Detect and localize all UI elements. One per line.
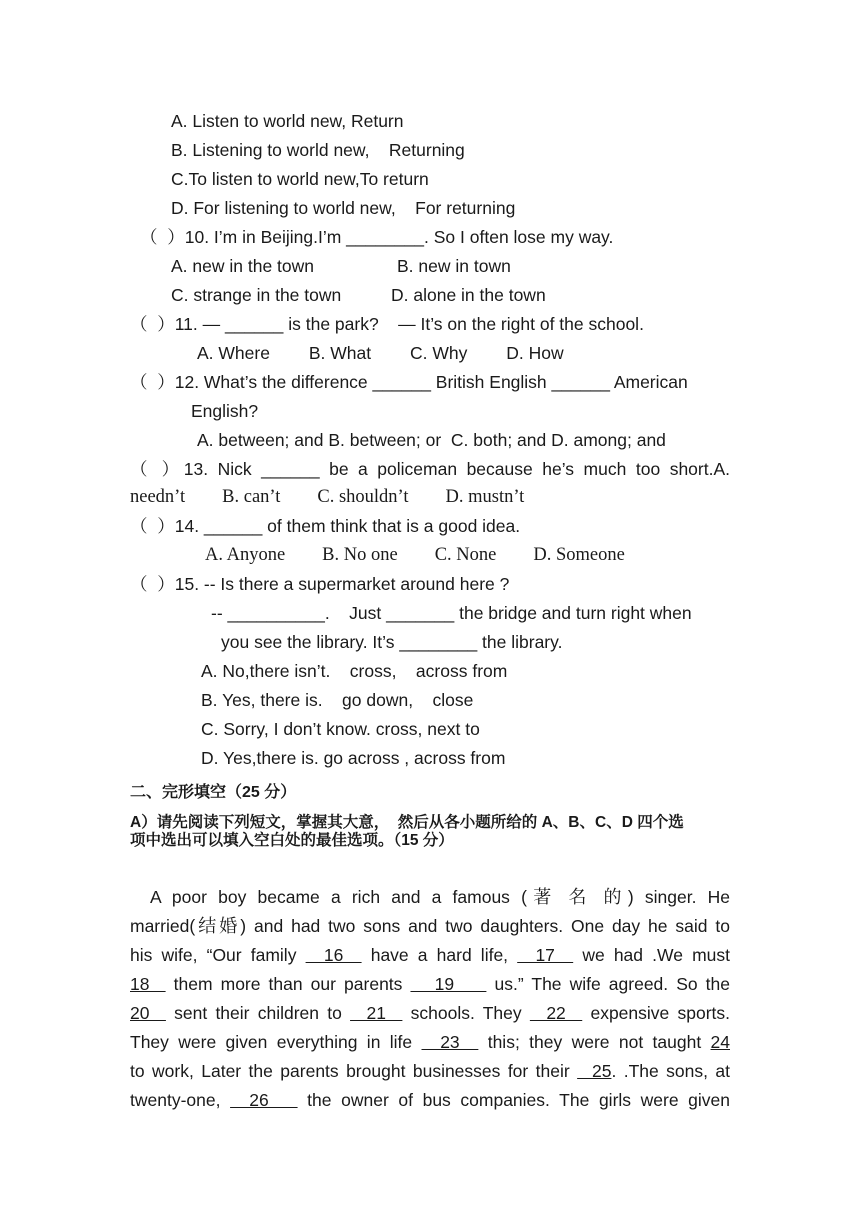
- passage-line: [130, 915, 730, 937]
- q10-option-a: A. new in the town: [171, 256, 314, 276]
- passage-text: married(: [130, 916, 196, 936]
- passage-text: the owner of bus companies. The girls were given: [297, 1090, 731, 1110]
- q9-option-c: C.To listen to world new,To return: [171, 169, 429, 189]
- q11-options: A. Where B. What C. Why D. How: [197, 343, 564, 363]
- q10-option-c: C. strange in the town: [171, 285, 342, 305]
- passage-text: we had .We must: [573, 945, 731, 965]
- q12-options: A. between; and B. between; or C. both; and D. among; and: [197, 430, 666, 450]
- q15-option-d: D. Yes,there is. go across , across from: [201, 748, 506, 768]
- q14-options: A. Anyone B. No one C. None D. Someone: [205, 545, 625, 565]
- cloze-blank: 23: [421, 1032, 479, 1052]
- passage-line: [130, 1031, 730, 1053]
- passage-text: us.” The wife agreed. So the: [486, 974, 731, 994]
- passage-text: to work, Later the parents brought businesses for their: [130, 1061, 578, 1081]
- passage-text: schools. They: [402, 1003, 530, 1023]
- q9-option-b: B. Listening to world new, Returning: [171, 140, 465, 160]
- cloze-blank: 22: [529, 1003, 583, 1023]
- q15-option-a: A. No,there isn’t. cross, across from: [201, 661, 508, 681]
- passage-text: They were given everything in life: [130, 1032, 422, 1052]
- passage-line: [130, 973, 730, 995]
- cloze-blank: 18: [130, 974, 166, 994]
- cloze-blank: 25: [577, 1061, 612, 1081]
- q13-stem: （ ）13. Nick ______ be a policeman because he’s much too short.A.: [130, 459, 730, 479]
- passage-text: ) and had two sons and two daughters. One day he said to: [240, 916, 731, 936]
- cloze-blank: 19: [410, 974, 487, 994]
- cloze-blank: 26: [230, 1090, 298, 1110]
- cloze-blank: 17: [517, 945, 574, 965]
- section-instructions-line-1: A）请先阅读下列短文，掌握其大意， 然后从各小题所给的 A、B、C、D 四个选: [130, 814, 684, 831]
- passage-line: [130, 1060, 730, 1082]
- q9-option-a: A. Listen to world new, Return: [171, 111, 404, 131]
- q11-stem: （ ）11. — ______ is the park? — It’s on the right of the school.: [130, 314, 644, 334]
- passage-text: this; they were not taught: [478, 1032, 711, 1052]
- q15-stem: （ ）15. -- Is there a supermarket around here ?: [130, 574, 510, 594]
- cloze-blank: 16: [305, 945, 362, 965]
- cloze-blank: 20: [130, 1003, 166, 1023]
- passage-line: [130, 886, 730, 908]
- passage-line: [130, 1089, 730, 1111]
- passage-text: expensive sports.: [582, 1003, 730, 1023]
- passage-text: have a hard life,: [361, 945, 518, 965]
- passage-text: A poor boy became a rich and a famous (: [150, 887, 527, 907]
- passage-text: . .The sons, at: [611, 1061, 730, 1081]
- passage-text: them more than our parents: [165, 974, 411, 994]
- cloze-blank: 24: [710, 1032, 730, 1052]
- q12-stem: （ ）12. What’s the difference ______ British English ______ American: [130, 372, 688, 392]
- q14-stem: （ ）14. ______ of them think that is a good idea.: [130, 516, 521, 536]
- q15-line-2: -- __________. Just _______ the bridge and turn right when: [211, 603, 692, 623]
- passage-text: ) singer. He: [627, 887, 731, 907]
- q10-option-d: D. alone in the town: [391, 285, 546, 305]
- q15-option-c: C. Sorry, I don’t know. cross, next to: [201, 719, 480, 739]
- section-title: 二、完形填空（25 分）: [130, 784, 297, 801]
- q13-options: needn’t B. can’t C. shouldn’t D. mustn’t: [130, 487, 525, 507]
- chinese-gloss: 著 名 的: [526, 887, 628, 907]
- q15-line-3: you see the library. It’s ________ the library.: [221, 632, 563, 652]
- passage-text: twenty-one,: [130, 1090, 231, 1110]
- passage-text: his wife, “Our family: [130, 945, 306, 965]
- chinese-gloss: 结婚: [195, 916, 241, 936]
- section-instructions-line-2: 项中选出可以填入空白处的最佳选项。（15 分）: [130, 832, 454, 849]
- q10-option-b: B. new in town: [397, 256, 511, 276]
- passage-line: [130, 1002, 730, 1024]
- passage-text: sent their children to: [165, 1003, 351, 1023]
- q9-option-d: D. For listening to world new, For returning: [171, 198, 516, 218]
- passage-line: [130, 944, 730, 966]
- q15-option-b: B. Yes, there is. go down, close: [201, 690, 474, 710]
- q10-stem: （ ）10. I’m in Beijing.I’m ________. So I often lose my way.: [140, 227, 614, 247]
- q12-stem-continued: English?: [191, 401, 259, 421]
- cloze-blank: 21: [350, 1003, 403, 1023]
